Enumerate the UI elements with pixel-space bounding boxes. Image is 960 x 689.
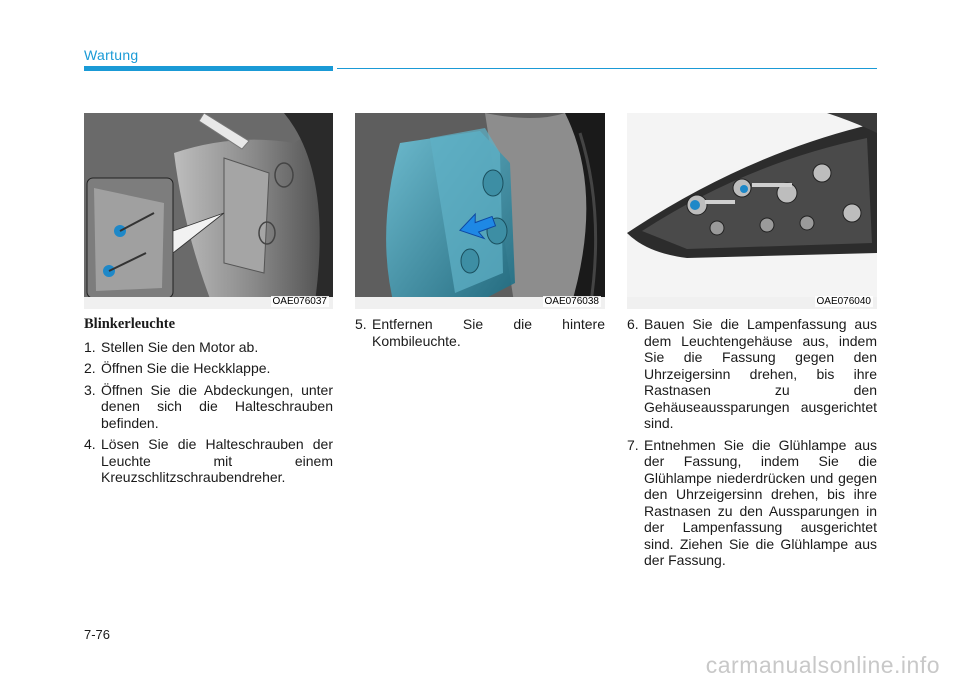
- subheading: Blinkerleuchte: [84, 316, 176, 332]
- steps-list: [355, 316, 605, 349]
- figure-lamp-removal: [355, 113, 605, 309]
- text-column-1: [84, 316, 333, 491]
- header-rule-thick: [84, 66, 333, 71]
- figure-code: OAE076040: [816, 296, 871, 307]
- step-text: Bauen Sie die Lampenfassung aus dem Leuchtengehäuse aus, indem Sie die Fassung gegen den Uhrzeigersinn drehen, bis ihre Rastnasen zu den Gehäuseaussparungen ausgerichtet sind.: [644, 316, 877, 431]
- list-item: [84, 382, 333, 432]
- section-title: Wartung: [84, 47, 139, 63]
- list-item: [84, 339, 333, 356]
- step-text: Öffnen Sie die Heckklappe.: [101, 360, 271, 376]
- steps-list: [627, 316, 877, 569]
- watermark: carmanualsonline.info: [705, 652, 940, 678]
- step-number: 5.: [355, 316, 367, 332]
- steps-list: [84, 339, 333, 486]
- step-text: Öffnen Sie die Abdeckungen, unter denen sich die Halteschrauben befinden.: [101, 381, 333, 431]
- figure-code: OAE076038: [544, 296, 599, 307]
- figure-lamp-housing: [627, 113, 877, 309]
- step-number: 6.: [627, 316, 639, 332]
- list-item: [627, 437, 877, 569]
- step-text: Stellen Sie den Motor ab.: [101, 338, 259, 355]
- text-column-2: [355, 316, 605, 354]
- step-number: 4.: [84, 436, 96, 452]
- figure-tailgate-screws: [84, 113, 333, 309]
- list-item: [627, 316, 877, 432]
- step-text: Entfernen Sie die hintere Kombileuchte.: [372, 316, 605, 349]
- list-item: [355, 316, 605, 349]
- step-number: 2.: [84, 360, 96, 376]
- figure-code: OAE076037: [272, 296, 327, 307]
- step-number: 3.: [84, 381, 96, 398]
- step-number: 7.: [627, 436, 639, 453]
- step-text: Lösen Sie die Halteschrauben der Leuchte mit einem Kreuzschlitzschraubendreher.: [101, 436, 333, 485]
- list-item: [84, 436, 333, 486]
- page-number: 7-76: [84, 627, 111, 642]
- header-rule-thin: [337, 68, 877, 69]
- step-number: 1.: [84, 338, 96, 355]
- text-column-3: [627, 316, 877, 574]
- list-item: [84, 360, 333, 377]
- step-text: Entnehmen Sie die Glühlampe aus der Fassung, indem Sie die Glühlampe niederdrücken und gegen den Uhrzeigersinn drehen, bis ihre Rastnasen zu den Aussparungen in der Lampenfassung ausgerichtet sind. Ziehen Sie die Glühlampe aus der Fassung.: [644, 436, 877, 568]
